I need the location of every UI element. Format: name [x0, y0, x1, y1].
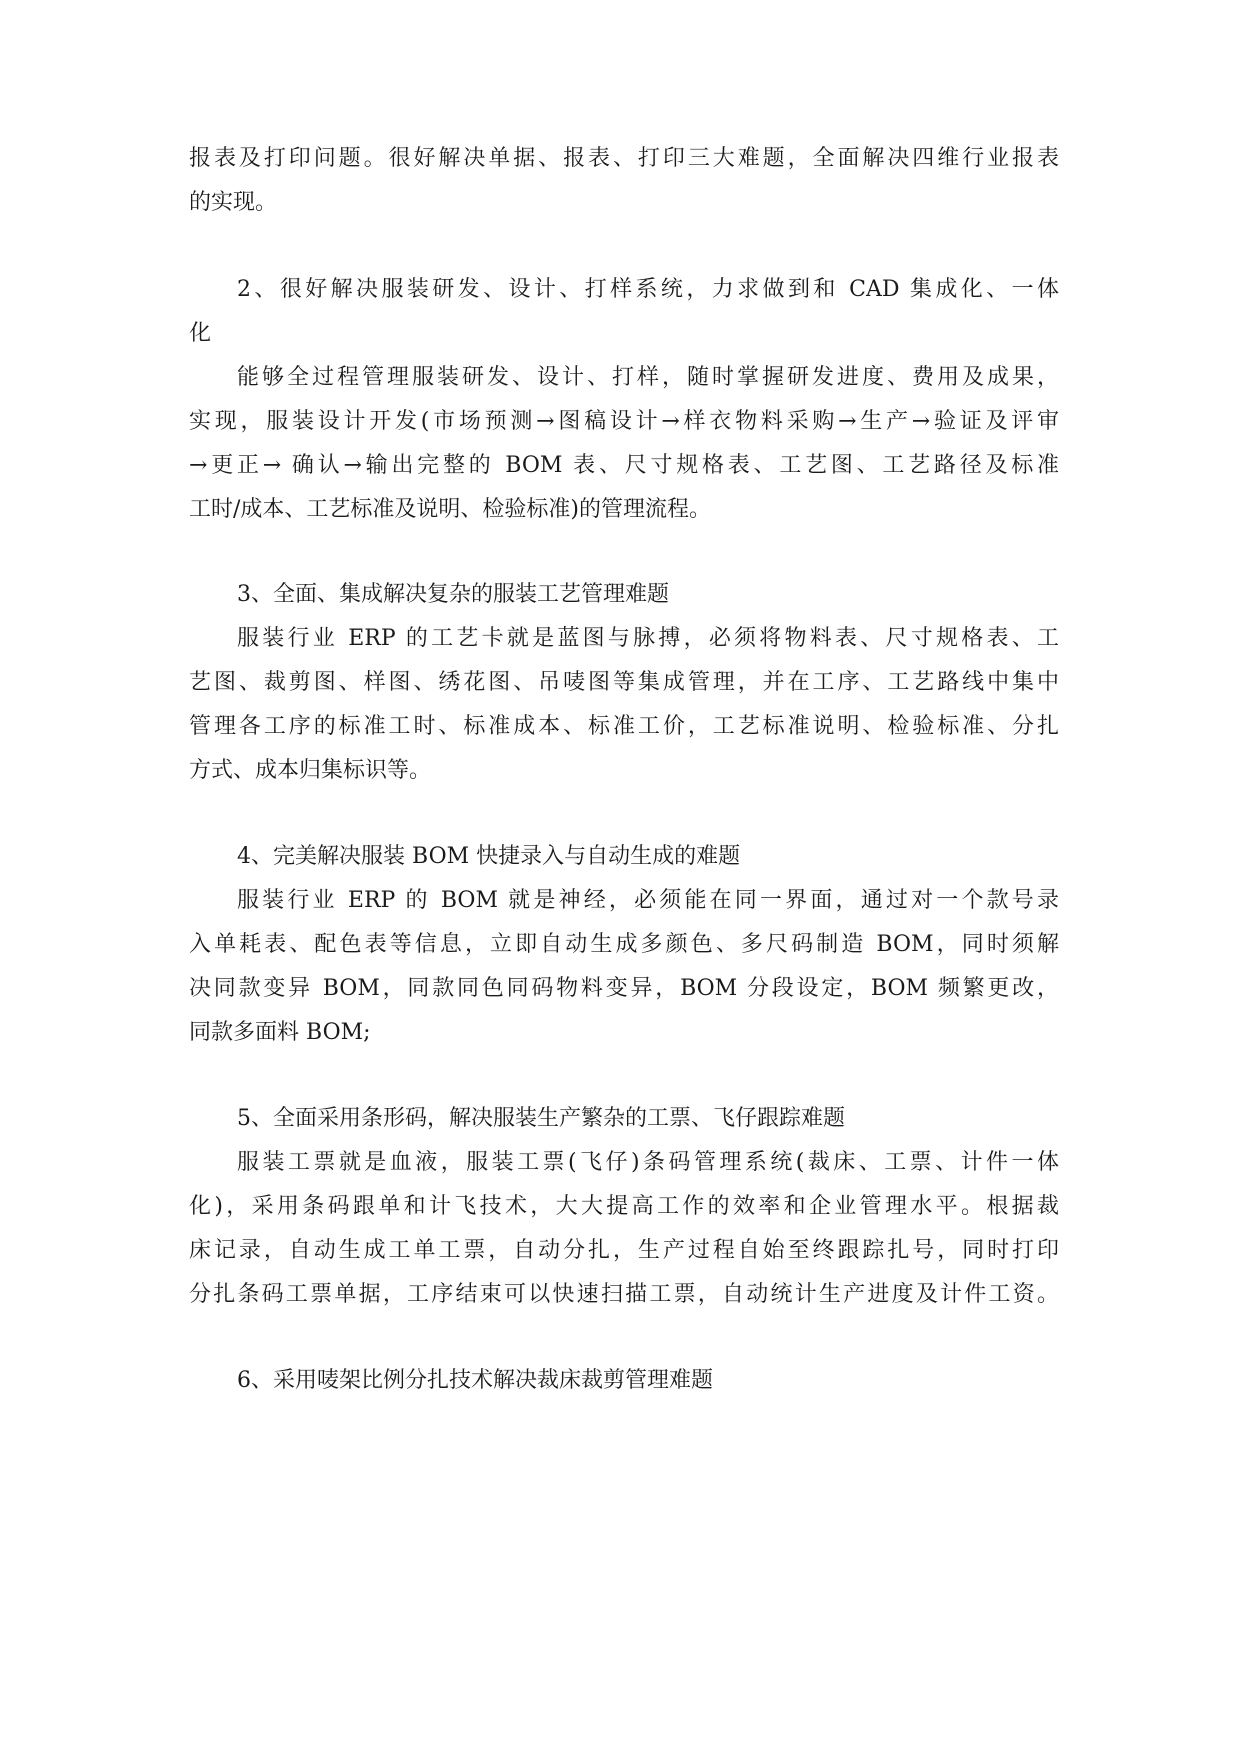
- paragraph-line: 分扎条码工票单据，工序结束可以快速扫描工票，自动统计生产进度及计件工资。: [189, 1282, 1059, 1307]
- paragraph-line: 床记录，自动生成工单工票，自动分扎，生产过程自始至终跟踪扎号，同时打印: [189, 1238, 1059, 1263]
- paragraph-line: 的实现。: [189, 190, 278, 215]
- paragraph-line: 艺图、裁剪图、样图、绣花图、吊唛图等集成管理，并在工序、工艺路线中集中: [189, 670, 1059, 695]
- section-heading: 6、采用唛架比例分扎技术解决裁床裁剪管理难题: [237, 1368, 713, 1393]
- paragraph-line: →更正→ 确认→输出完整的 BOM 表、尺寸规格表、工艺图、工艺路径及标准: [189, 453, 1059, 478]
- paragraph-line: 工时/成本、工艺标准及说明、检验标准)的管理流程。: [189, 497, 711, 522]
- paragraph-line: 报表及打印问题。很好解决单据、报表、打印三大难题，全面解决四维行业报表: [189, 146, 1059, 171]
- paragraph-line: 方式、成本归集标识等。: [189, 758, 432, 783]
- section-heading: 2、很好解决服装研发、设计、打样系统，力求做到和 CAD 集成化、一体: [237, 277, 1059, 302]
- paragraph-line: 服装工票就是血液，服装工票(飞仔)条码管理系统(裁床、工票、计件一体: [237, 1150, 1059, 1175]
- section-heading: 4、完美解决服装 BOM 快捷录入与自动生成的难题: [237, 844, 741, 869]
- paragraph-line: 实现，服装设计开发(市场预测→图稿设计→样衣物料采购→生产→验证及评审: [189, 409, 1059, 434]
- paragraph-line: 能够全过程管理服装研发、设计、打样，随时掌握研发进度、费用及成果，: [237, 365, 1059, 390]
- section-heading: 3、全面、集成解决复杂的服装工艺管理难题: [237, 582, 669, 607]
- section-heading-continuation: 化: [189, 321, 212, 346]
- paragraph-line: 同款多面料 BOM;: [189, 1020, 371, 1045]
- paragraph-line: 决同款变异 BOM，同款同色同码物料变异，BOM 分段设定，BOM 频繁更改，: [189, 976, 1059, 1001]
- paragraph-line: 化)，采用条码跟单和计飞技术，大大提高工作的效率和企业管理水平。根据裁: [189, 1194, 1059, 1219]
- paragraph-line: 管理各工序的标准工时、标准成本、标准工价，工艺标准说明、检验标准、分扎: [189, 714, 1059, 739]
- paragraph-line: 服装行业 ERP 的工艺卡就是蓝图与脉搏，必须将物料表、尺寸规格表、工: [237, 626, 1059, 651]
- paragraph-line: 服装行业 ERP 的 BOM 就是神经，必须能在同一界面，通过对一个款号录: [237, 888, 1059, 913]
- section-heading: 5、全面采用条形码，解决服装生产繁杂的工票、飞仔跟踪难题: [237, 1106, 845, 1131]
- paragraph-line: 入单耗表、配色表等信息，立即自动生成多颜色、多尺码制造 BOM，同时须解: [189, 932, 1059, 957]
